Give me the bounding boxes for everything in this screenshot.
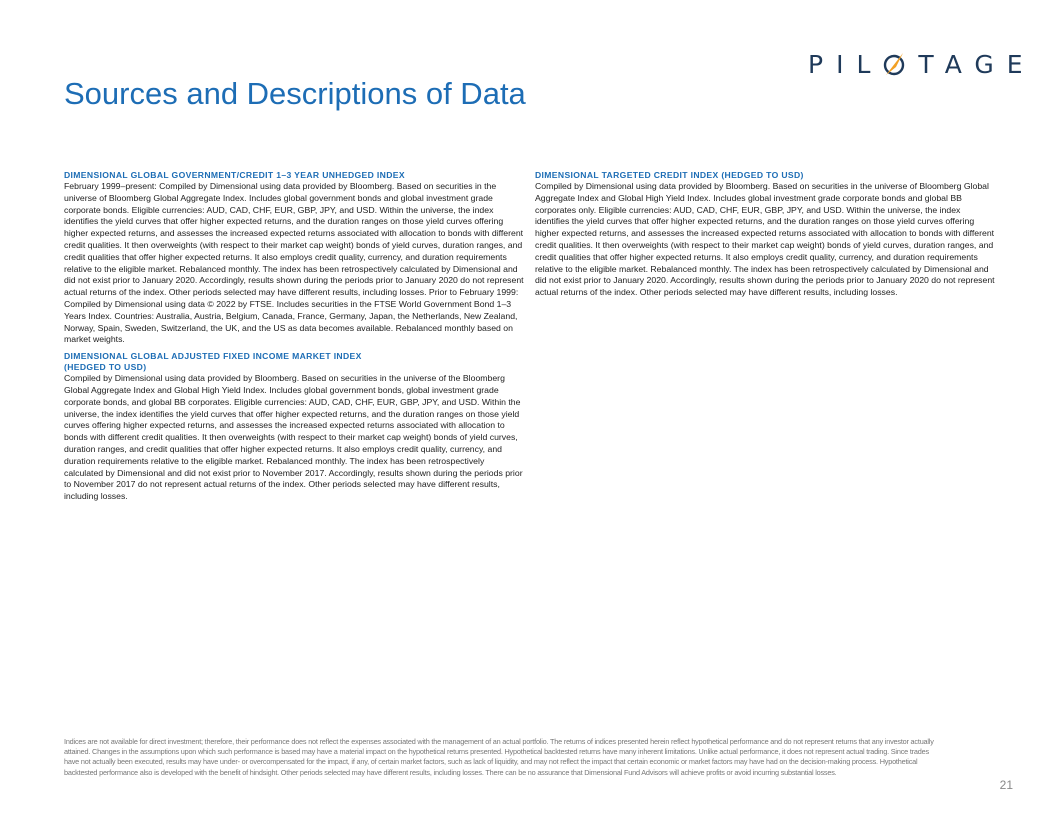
page-title: Sources and Descriptions of Data — [64, 76, 526, 111]
right-column — [535, 170, 995, 304]
pilotage-logo — [808, 46, 1036, 82]
section-targeted-credit — [535, 170, 995, 299]
section-global-adjusted-fixed-income — [64, 351, 524, 503]
logo-text-after: TAGE — [918, 49, 1036, 79]
section-body: Compiled by Dimensional using data provided by Bloomberg. Based on securities in the universe of the Bloomberg Global Aggregate Index and Global High Yield Index. Includes global government bonds, global investment grade corporate bonds, and global BB corporates. Eligible currencies: AUD, CAD, CHF, EUR, GBP, JPY, and USD. Within the universe, the index identifies the yield curves that offer higher expected returns, and the duration ranges on those yield curves offering higher expected returns, and assesses the increased expected returns associated with allocation to bonds with different credit qualities. It then overweights (with respect to their market cap weight) bonds of yield curves, duration ranges, and credit qualities that offer higher expected returns. It also employs credit quality, currency, and duration requirements relative to the eligible market. Rebalanced monthly. The index has been retrospectively calculated by Dimensional and did not exist prior to November 2017. Accordingly, results shown during the periods prior to November 2017 do not represent actual returns of the index. Other periods selected may have different results, including losses. — [64, 373, 523, 502]
page-number: 21 — [999, 778, 1013, 792]
logo-text-before: PIL — [808, 49, 884, 79]
section-heading-line2: (HEDGED TO USD) — [64, 362, 147, 373]
section-body: Compiled by Dimensional using data provided by Bloomberg. Based on securities in the universe of Bloomberg Global Aggregate Index and Global High Yield Index. Includes global investment grade corporate bonds and global BB corporates only. Eligible currencies: AUD, CAD, CHF, EUR, GBP, JPY, and USD. Within the universe, the index identifies the yield curves that offer higher expected returns, and the duration ranges on those yield curves offering higher expected returns, and assesses the increased expected returns associated with allocation to bonds with different credit qualities. It then overweights (with respect to their market cap weight) bonds of yield curves, duration ranges, and credit qualities that offer higher expected returns. It also employs credit quality, currency, and duration requirements relative to the eligible market. Rebalanced monthly. The index has been retrospectively calculated by Dimensional and did not exist prior to January 2020. Accordingly, results shown during the periods prior to January 2020 do not represent actual returns of the index. Other periods selected may have different results, including losses. — [535, 181, 995, 298]
disclaimer-footnote: Indices are not available for direct investment; therefore, their performance does not reflect the expenses associated with the management of an actual portfolio. The returns of indices presented herein reflect hypothetical performance and do not represent returns that any investor actually attained. Changes in the assumptions upon which such performance is based may have a material impact on the hypothetical returns presented. Hypothetical backtested returns have many inherent limitations. Unlike actual performance, it does not represent actual trading. Since trades have not actually been executed, results may have under- or overcompensated for the impact, if any, of certain market factors, such as lack of liquidity, and may not reflect the impact that certain economic or market factors may have had on the decision-making process. Hypothetical backtested performance also is developed with the benefit of hindsight. Other periods selected may have different results, including losses. There can be no assurance that Dimensional Fund Advisors will achieve profits or avoid incurring substantial losses. — [64, 737, 934, 777]
section-heading-line1: DIMENSIONAL GLOBAL ADJUSTED FIXED INCOME MARKET INDEX — [64, 351, 362, 362]
section-heading: DIMENSIONAL TARGETED CREDIT INDEX (HEDGED TO USD) — [535, 170, 804, 180]
logo-compass-icon — [883, 51, 905, 77]
section-heading: DIMENSIONAL GLOBAL GOVERNMENT/CREDIT 1–3 YEAR UNHEDGED INDEX — [64, 170, 405, 180]
section-global-government-credit — [64, 170, 524, 346]
logo-wordmark — [808, 50, 1036, 79]
section-body: February 1999–present: Compiled by Dimensional using data provided by Bloomberg. Based on securities in the universe of Bloomberg Global Aggregate Index. Includes global government bonds and global investment grade corporate bonds. Eligible currencies: AUD, CAD, CHF, EUR, GBP, JPY, and USD. Within the universe, the index identifies the yield curves that offer higher expected returns, and the duration ranges on those yield curves offering higher expected returns, and assesses the increased expected returns associated with allocation to bonds with different credit qualities. It then overweights (with respect to their market cap weight) bonds of yield curves, duration ranges, and credit qualities that offer higher expected returns. It also employs credit quality, currency, and duration requirements relative to the eligible market. Rebalanced monthly. The index has been retrospectively calculated by Dimensional and did not exist prior to January 2020. Accordingly, results shown during the periods prior to January 2020 do not represent actual returns of the index. Other periods selected may have different results, including losses. Prior to February 1999: Compiled by Dimensional using data © 2022 by FTSE. Includes securities in the FTSE World Government Bond 1–3 Years Index. Countries: Australia, Austria, Belgium, Canada, France, Germany, Japan, the Netherlands, New Zealand, Norway, Spain, Sweden, Switzerland, the UK, and the US as data becomes available. Rebalanced monthly based on market weights. — [64, 181, 524, 345]
left-column — [64, 170, 524, 508]
